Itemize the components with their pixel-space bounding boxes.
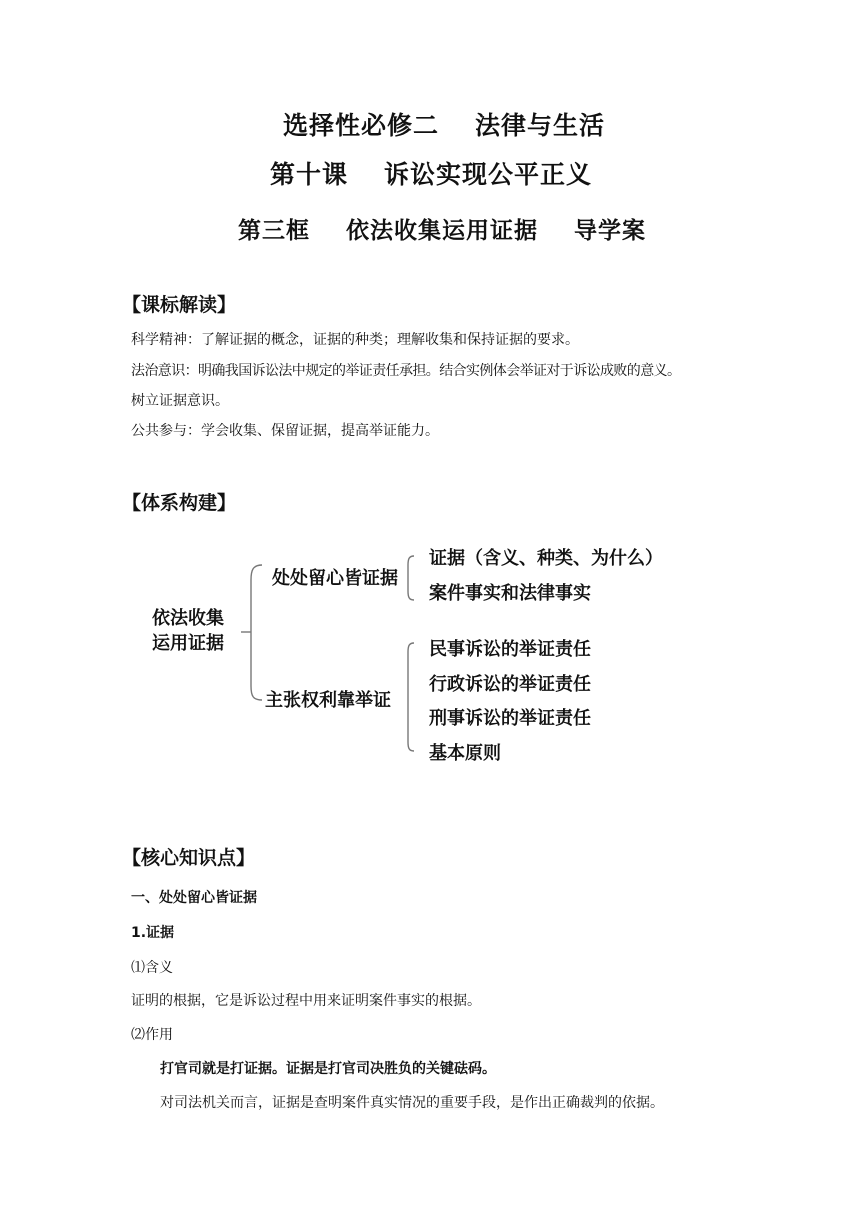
title-doc-type: 导学案 xyxy=(574,218,646,244)
mind-map-branch-2: 主张权利靠举证 xyxy=(265,690,391,711)
kebiao-line-4: 公共参与：学会收集、保留证据，提高举证能力。 xyxy=(131,423,439,439)
title-module: 选择性必修二 xyxy=(282,111,439,140)
kebiao-line-3: 树立证据意识。 xyxy=(131,393,229,409)
section-heading-tixi: 【体系构建】 xyxy=(122,492,237,514)
mind-map-leaf: 基本原则 xyxy=(429,743,501,764)
mind-map-branch-1: 处处留心皆证据 xyxy=(272,568,398,589)
function-key-text: 打官司就是打证据。证据是打官司决胜负的关键砝码。 xyxy=(160,1061,496,1077)
mind-map-leaf: 证据（含义、种类、为什么） xyxy=(429,548,663,569)
mind-map-leaf: 案件事实和法律事实 xyxy=(429,583,591,604)
title-subject: 法律与生活 xyxy=(475,111,606,140)
sub-heading-meaning: ⑴含义 xyxy=(131,960,173,976)
mind-map-leaf: 刑事诉讼的举证责任 xyxy=(429,708,591,729)
kebiao-line-1: 科学精神：了解证据的概念，证据的种类；理解收集和保持证据的要求。 xyxy=(131,332,579,348)
mind-map-root-line-2: 运用证据 xyxy=(152,633,224,654)
mind-map-root-line-1: 依法收集 xyxy=(152,608,224,629)
title-lesson-name: 诉讼实现公平正义 xyxy=(384,160,593,189)
part-heading: 一、处处留心皆证据 xyxy=(131,890,257,906)
item-heading: 1.证据 xyxy=(131,925,175,941)
function-text: 对司法机关而言，证据是查明案件真实情况的重要手段，是作出正确裁判的依据。 xyxy=(160,1095,664,1111)
mind-map-leaf: 民事诉讼的举证责任 xyxy=(429,639,591,660)
mind-map-leaf: 行政诉讼的举证责任 xyxy=(429,674,591,695)
title-frame-name: 依法收集运用证据 xyxy=(346,218,538,244)
meaning-text: 证明的根据，它是诉讼过程中用来证明案件事实的根据。 xyxy=(131,993,481,1009)
title-lesson: 第十课 xyxy=(269,160,348,189)
sub-heading-function: ⑵作用 xyxy=(131,1027,173,1043)
section-heading-hexin: 【核心知识点】 xyxy=(122,847,256,869)
title-frame: 第三框 xyxy=(238,218,310,244)
section-heading-kebiao: 【课标解读】 xyxy=(122,294,237,316)
kebiao-line-2: 法治意识：明确我国诉讼法中规定的举证责任承担。结合实例体会举证对于诉讼成败的意义。 xyxy=(131,363,681,379)
